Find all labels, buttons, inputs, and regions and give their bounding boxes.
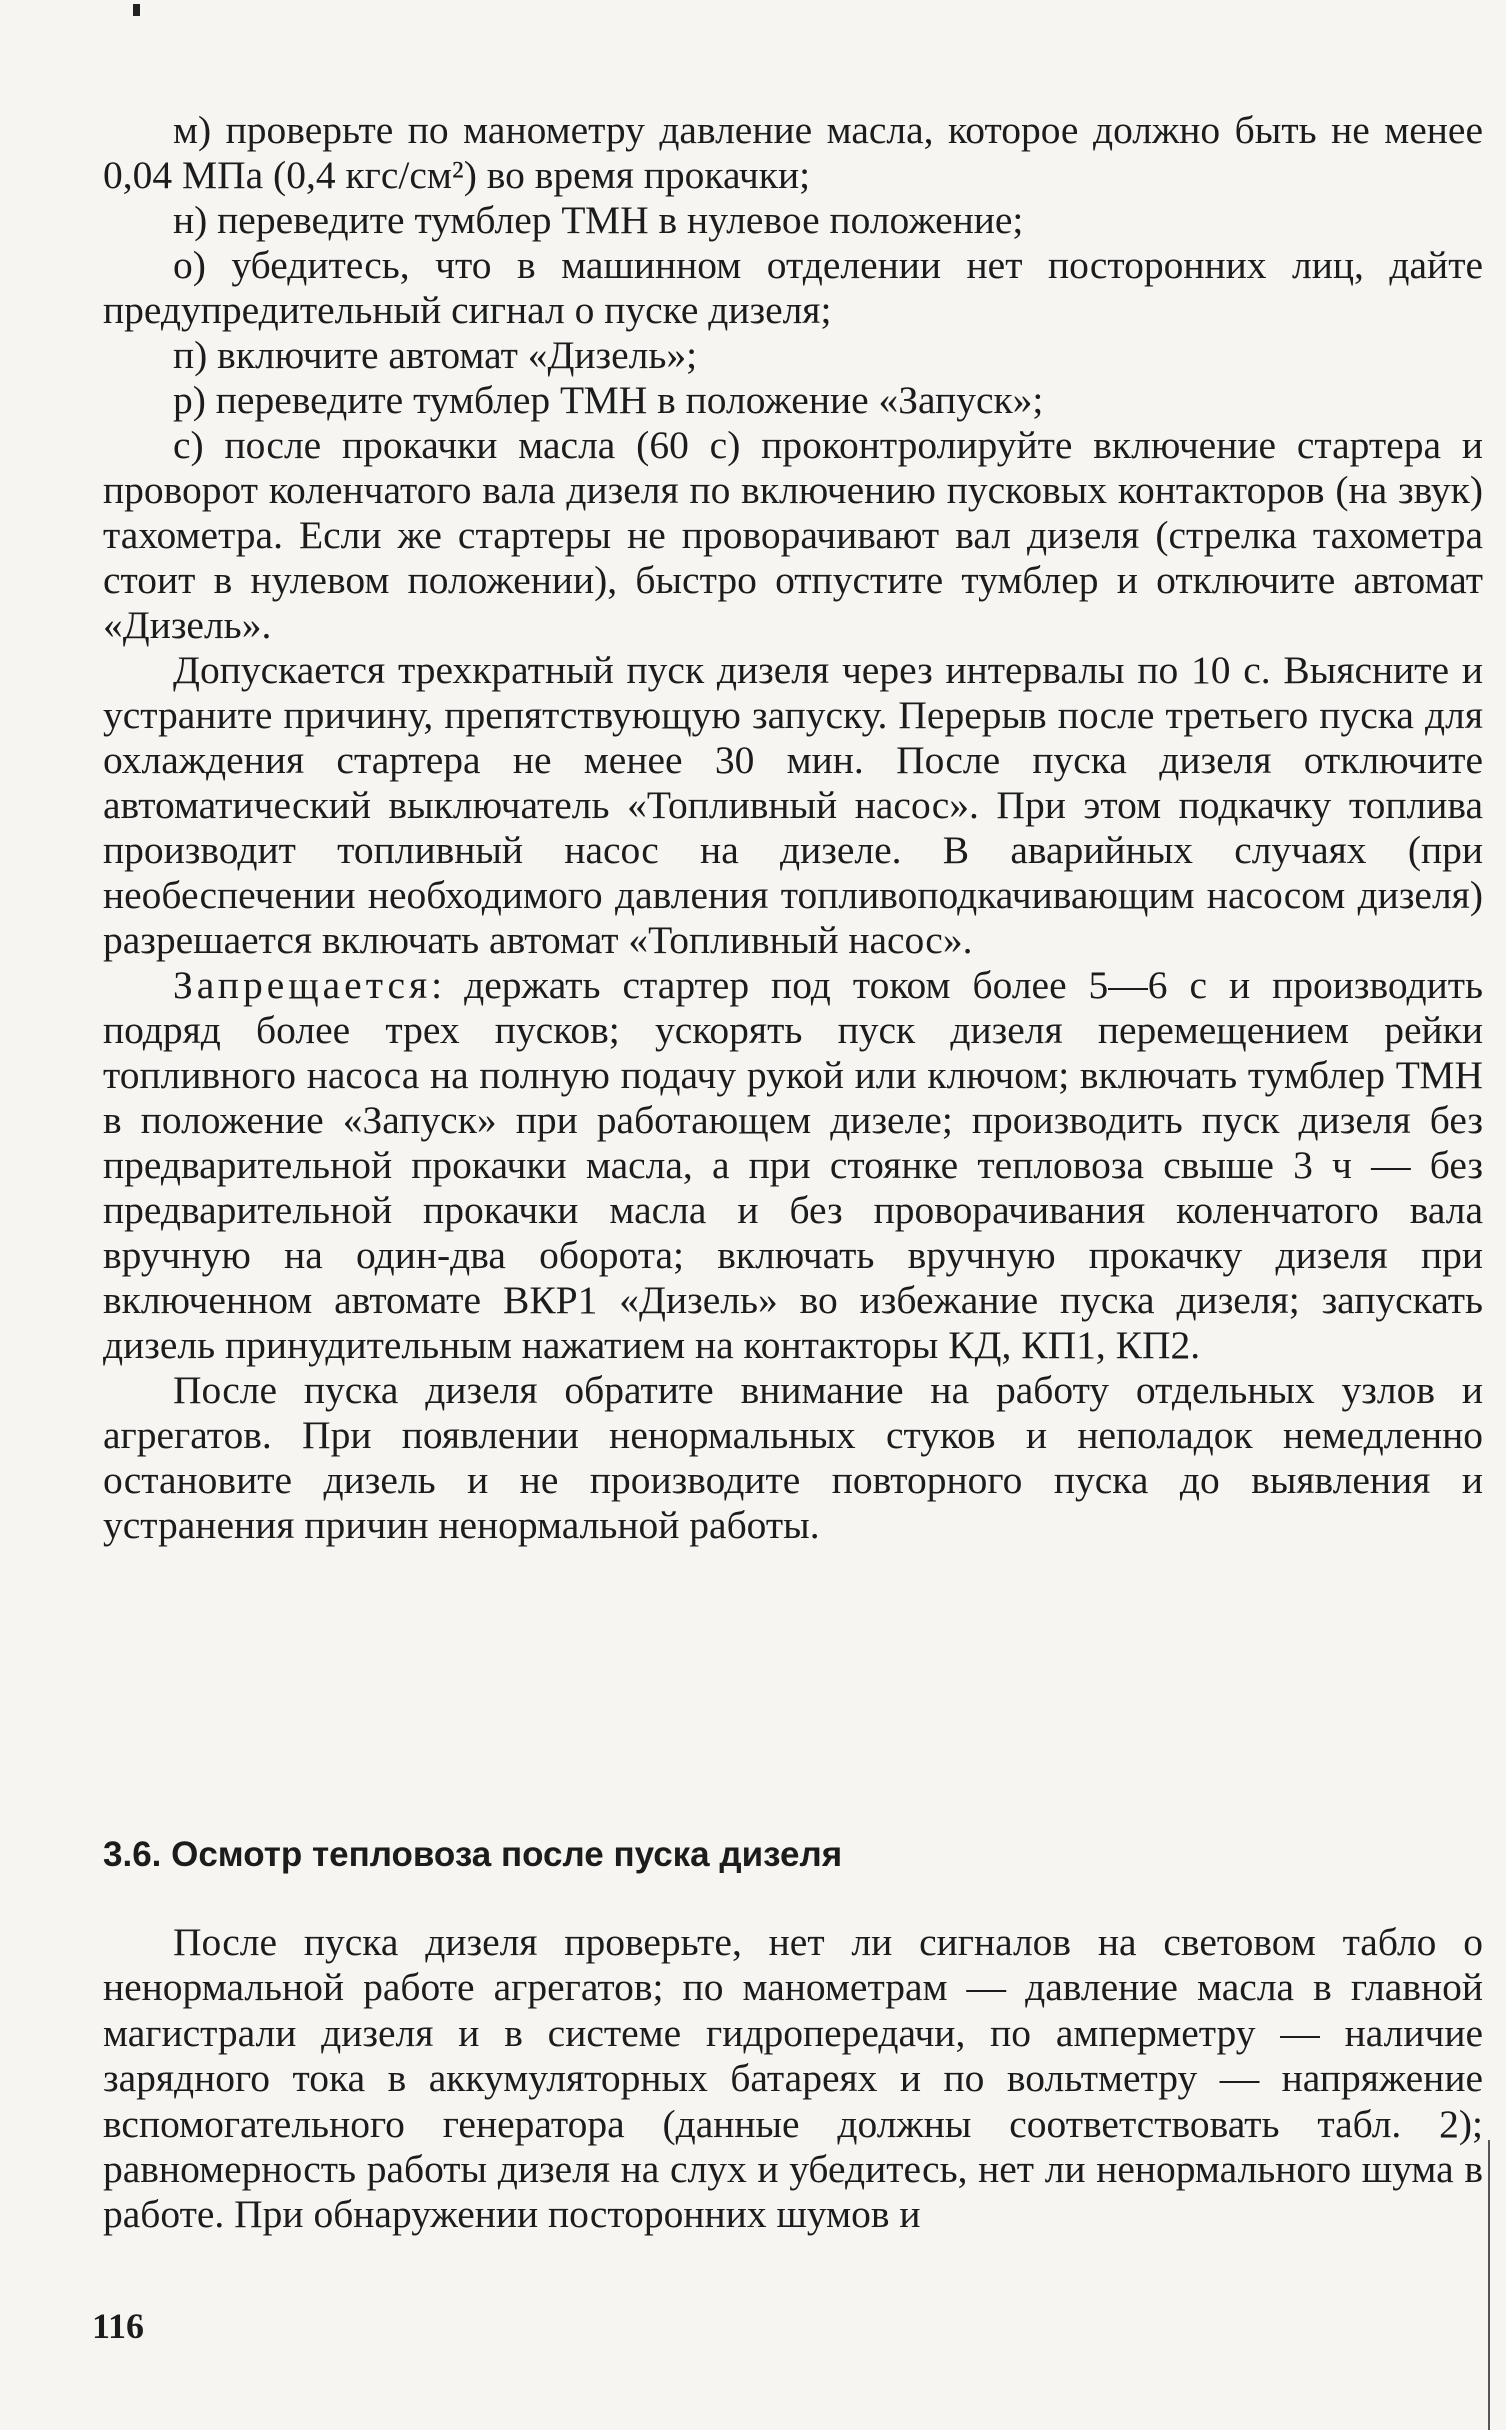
page-number: 116 <box>92 2306 145 2346</box>
item-s: с) после прокачки масла (60 с) проконтролируйте включение стартера и проворот коленчатого вала дизеля по включению пусковых контакторов (на звук) тахометра. Если же стартеры не проворачивают вал дизеля (стрелка тахометра стоит в нулевом положении), быстро отпустите тумблер и отключите автомат «Дизель». <box>103 423 1483 647</box>
body-text <box>103 108 1483 1548</box>
item-r: р) переведите тумблер ТМН в положение «Запуск»; <box>173 378 1044 422</box>
section-body <box>103 1920 1483 2238</box>
forbidden-label: Запрещается <box>173 963 432 1007</box>
paragraph-after-start: После пуска дизеля обратите внимание на работу отдельных узлов и агрегатов. При появлении ненормальных стуков и неполадок немедленно остановите дизель и не производите повторного пуска до выявления и устранения причин ненормальной работы. <box>103 1368 1483 1547</box>
item-o: о) убедитесь, что в машинном отделении нет посторонних лиц, дайте предупредительный сигнал о пуске дизеля; <box>103 243 1483 332</box>
section-paragraph: После пуска дизеля проверьте, нет ли сигналов на световом табло о ненормальной работе агрегатов; по манометрам — давление масла в главной магистрали дизеля и в системе гидропередачи, по амперметру — наличие зарядного тока в аккумуляторных батареях и по вольтметру — напряжение вспомогательного генератора (данные должны соответствовать табл. 2); равномерность работы дизеля на слух и убедитесь, нет ли ненормального шума в работе. При обнаружении посторонних шумов и <box>103 1920 1483 2237</box>
paragraph-forbidden <box>103 963 1483 1368</box>
paragraph-allowed: Допускается трехкратный пуск дизеля через интервалы по 10 с. Выясните и устраните причину, препятствующую запуску. Перерыв после третьего пуска для охлаждения стартера не менее 30 мин. После пуска дизеля отключите автоматический выключатель «Топливный насос». При этом подкачку топлива производит топливный насос на дизеле. В аварийных случаях (при необеспечении необходимого давления топливоподкачивающим насосом дизеля) разрешается включать автомат «Топливный насос». <box>103 648 1483 962</box>
forbidden-text: : держать стартер под током более 5—6 с и производить подряд более трех пусков; ускорять пуск дизеля перемещением рейки топливного насоса на полную подачу рукой или ключом; включать тумблер ТМН в положение «Запуск» при работающем дизеле; производить пуск дизеля без предварительной прокачки масла, а при стоянке тепловоза свыше 3 ч — без предварительной прокачки масла и без проворачивания коленчатого вала вручную на один-два оборота; включать вручную прокачку дизеля при включенном автомате ВКР1 «Дизель» во избежание пуска дизеля; запускать дизель принудительным нажатием на контакторы КД, КП1, КП2. <box>103 963 1483 1367</box>
scan-speck <box>133 4 140 16</box>
item-m: м) проверьте по манометру давление масла, которое должно быть не менее 0,04 МПа (0,4 кгс/см²) во время прокачки; <box>103 108 1483 197</box>
item-p: п) включите автомат «Дизель»; <box>173 333 698 377</box>
section-heading: 3.6. Осмотр тепловоза после пуска дизеля <box>103 1835 843 1874</box>
item-n: н) переведите тумблер ТМН в нулевое положение; <box>173 198 1024 242</box>
scan-edge-line <box>1488 2140 1490 2430</box>
